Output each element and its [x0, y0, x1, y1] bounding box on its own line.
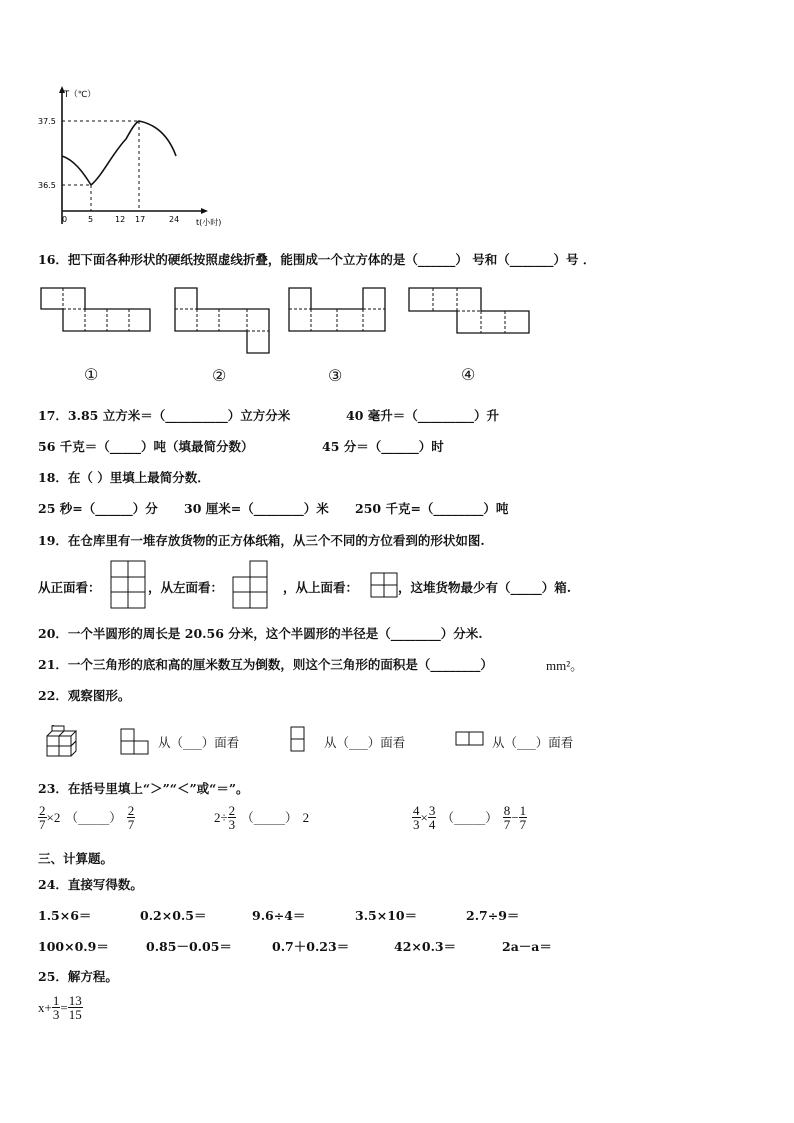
q23-expr-1: $\frac{2}{7}$ ×2 （_____） $\frac{2}{7}$ [39, 803, 135, 832]
q22-view-1: 从（___）面看 [158, 735, 240, 750]
fraction: $\frac{2}{7}$ [127, 803, 135, 832]
fraction: $\frac{1}{3}$ [52, 993, 60, 1022]
graph-x-tick: 0 [62, 215, 68, 224]
q21-text: 21．一个三角形的底和高的厘米数互为倒数，则这个三角形的面积是（________） [38, 657, 493, 672]
q24-item: 2.7÷9＝ [466, 908, 520, 923]
q16-text: 16．把下面各种形状的硬纸按照虚线折叠，能围成一个立方体的是（______） 号和（_______）号 ． [38, 252, 596, 267]
q17-line2b: 45 分＝（______）时 [322, 439, 444, 454]
net-4 [408, 287, 532, 335]
q21-unit: mm²。 [546, 658, 584, 673]
fraction: $\frac{2}{7}$ [39, 803, 46, 832]
net-3 [288, 287, 388, 333]
q19-title: 19．在仓库里有一堆存放货物的正方体纸箱，从三个不同的方位看到的形状如图. [38, 533, 485, 548]
graph-x-label: t(小时) [196, 218, 222, 227]
graph-x-tick: 5 [88, 215, 94, 224]
graph-y-tick: 37.5 [38, 117, 56, 126]
graph-x-tick: 12 [115, 215, 126, 224]
net-1 [40, 287, 152, 333]
q24-item: 9.6÷4＝ [252, 908, 306, 923]
q23-title: 23．在括号里填上“＞”“＜”或“＝”。 [38, 781, 249, 796]
q24-item: 0.85－0.05＝ [146, 939, 232, 954]
top-view [370, 572, 398, 598]
graph-x-tick: 24 [169, 215, 180, 224]
net-label-4: ④ [461, 365, 476, 384]
view-figure-1 [120, 728, 150, 755]
q22-title: 22．观察图形。 [38, 688, 131, 703]
q17-line1b: 40 毫升＝（_________）升 [346, 408, 499, 423]
q23-expr-3: $\frac{4}{3}$ × $\frac{3}{4}$ （_____） $\frac{8}{7}$ − $\frac{1}{7}$ [413, 803, 527, 832]
net-label-2: ② [212, 366, 227, 385]
cube-stack-figure [46, 725, 80, 757]
fraction: $\frac{3}{4}$ [428, 803, 436, 832]
graph-y-tick: 36.5 [38, 181, 56, 190]
q19-top: ，从上面看： [283, 580, 359, 595]
q20-text: 20．一个半圆形的周长是 20.56 分米，这个半圆形的半径是（________）分米. [38, 626, 483, 641]
graph-x-tick: 17 [135, 215, 146, 224]
q22-view-2: 从（___）面看 [324, 735, 406, 750]
q19-left: ，从左面看： [148, 580, 224, 595]
q22-view-3: 从（___）面看 [492, 735, 574, 750]
q25-equation: x+ $\frac{1}{3}$ = $\frac{13}{15}$ [38, 993, 82, 1022]
left-view [232, 560, 268, 609]
net-2 [174, 287, 272, 355]
temperature-graph [36, 84, 236, 234]
fraction: $\frac{1}{7}$ [519, 803, 527, 832]
q18-title: 18．在（ ）里填上最简分数． [38, 470, 210, 485]
q24-title: 24．直接写得数。 [38, 877, 143, 892]
fraction: $\frac{8}{7}$ [503, 803, 511, 832]
section-3-title: 三、计算题。 [38, 851, 114, 866]
q18-a: 25 秒=（______）分 [38, 501, 158, 516]
q19-tail: ，这堆货物最少有（_____）箱. [398, 580, 572, 595]
q24-item: 0.2×0.5＝ [140, 908, 207, 923]
fraction: $\frac{4}{3}$ [413, 803, 420, 832]
q24-item: 100×0.9＝ [38, 939, 109, 954]
q24-item: 1.5×6＝ [38, 908, 92, 923]
q24-item: 42×0.3＝ [394, 939, 457, 954]
q24-item: 2a－a＝ [502, 939, 552, 954]
net-label-3: ③ [328, 366, 343, 385]
front-view [110, 560, 146, 609]
q24-item: 0.7＋0.23＝ [272, 939, 350, 954]
view-figure-2 [290, 726, 306, 752]
q19-front: 从正面看： [38, 580, 101, 595]
q18-b: 30 厘米=（________）米 [184, 501, 329, 516]
q17-line2a: 56 千克＝（_____）吨（填最简分数） [38, 439, 254, 454]
fraction: $\frac{2}{3}$ [228, 803, 236, 832]
q23-expr-2: 2÷ $\frac{2}{3}$ （_____） 2 [214, 803, 310, 832]
q18-c: 250 千克=（________）吨 [355, 501, 509, 516]
q24-item: 3.5×10＝ [355, 908, 418, 923]
view-figure-3 [455, 731, 485, 746]
fraction: $\frac{13}{15}$ [68, 993, 82, 1022]
q17-line1a: 17．3.85 立方米＝（__________）立方分米 [38, 408, 291, 423]
graph-y-label: T（℃） [64, 90, 96, 100]
q25-title: 25．解方程。 [38, 969, 118, 984]
net-label-1: ① [84, 365, 99, 384]
